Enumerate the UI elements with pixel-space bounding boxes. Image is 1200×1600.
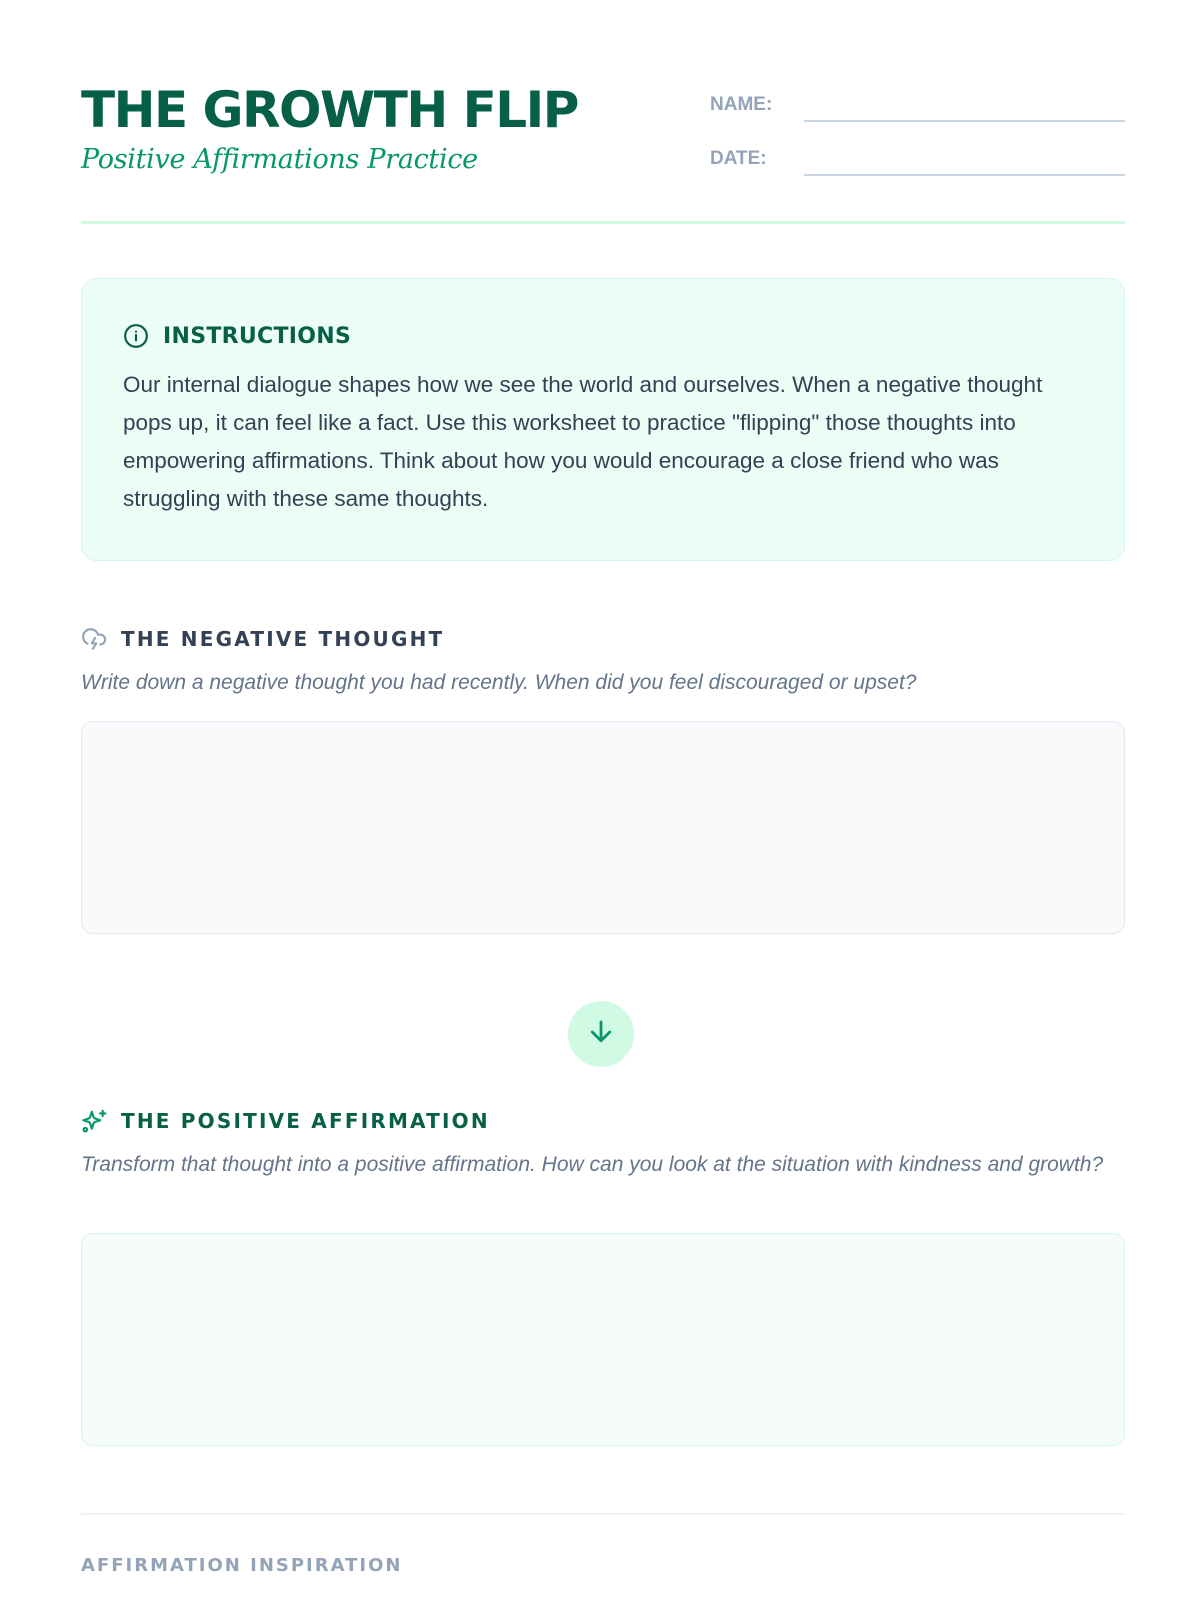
negative-thought-heading bbox=[81, 624, 444, 654]
sparkles-icon bbox=[81, 1108, 107, 1134]
instructions-text: Our internal dialogue shapes how we see the world and ourselves. When a negative thought pops up, it can feel like a fact. Use this worksheet to practice "flipping" those thoughts into empowering affirmations. Think about how you would encourage a close friend who was struggling with these same thoughts. bbox=[123, 372, 1043, 511]
worksheet-header bbox=[81, 76, 1125, 224]
worksheet-subtitle: Positive Affirmations Practice bbox=[81, 144, 478, 175]
flip-arrow bbox=[568, 1001, 634, 1067]
instructions-heading bbox=[123, 322, 351, 350]
positive-affirmation-title: THE POSITIVE AFFIRMATION bbox=[121, 1109, 490, 1133]
positive-affirmation-input[interactable] bbox=[81, 1233, 1125, 1446]
info-circle-icon bbox=[123, 323, 149, 349]
arrow-down-icon bbox=[586, 1017, 616, 1052]
date-input-line[interactable] bbox=[804, 174, 1125, 176]
name-field bbox=[710, 88, 1125, 124]
affirmation-inspiration-title: AFFIRMATION INSPIRATION bbox=[81, 1555, 403, 1576]
name-input-line[interactable] bbox=[804, 120, 1125, 122]
negative-thought-prompt: Write down a negative thought you had recently. When did you feel discouraged or upset? bbox=[81, 671, 917, 694]
date-label: DATE: bbox=[710, 148, 767, 169]
positive-affirmation-prompt: Transform that thought into a positive affirmation. How can you look at the situation with kindness and growth? bbox=[81, 1153, 1104, 1176]
date-field bbox=[710, 142, 1125, 178]
section-divider bbox=[81, 1513, 1125, 1515]
worksheet-title: THE GROWTH FLIP bbox=[81, 81, 578, 139]
positive-affirmation-heading bbox=[81, 1106, 490, 1136]
name-label: NAME: bbox=[710, 94, 773, 115]
cloud-lightning-icon bbox=[81, 626, 107, 652]
instructions-box bbox=[81, 278, 1125, 561]
instructions-title: INSTRUCTIONS bbox=[163, 323, 352, 349]
negative-thought-title: THE NEGATIVE THOUGHT bbox=[121, 627, 445, 651]
negative-thought-input[interactable] bbox=[81, 721, 1125, 934]
